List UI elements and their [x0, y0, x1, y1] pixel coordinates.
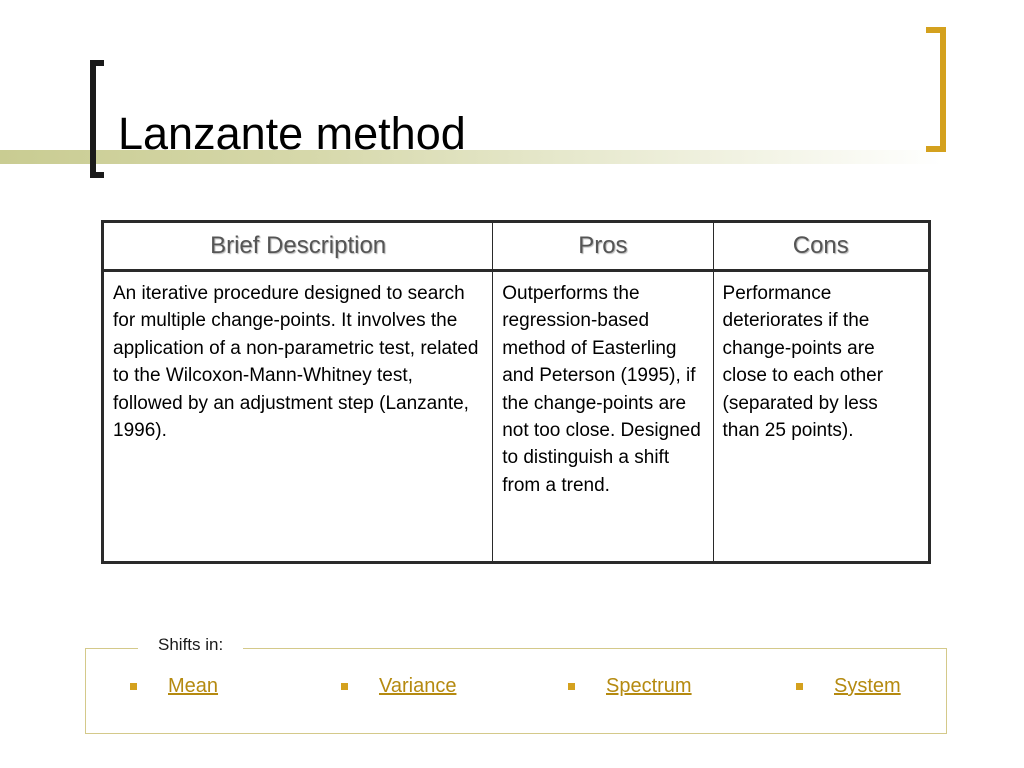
header-brief-description: Brief Description — [103, 222, 493, 271]
method-table — [101, 220, 931, 564]
square-bullet-icon — [341, 683, 348, 690]
square-bullet-icon — [568, 683, 575, 690]
variance-link[interactable]: Variance — [379, 675, 457, 697]
cell-pros: Outperforms the regression-based method of Easterling and Peterson (1995), if the change-points are not too close. Designed to distinguish a shift from a trend. — [493, 271, 713, 563]
mean-link[interactable]: Mean — [168, 675, 219, 697]
table-header-row — [103, 222, 930, 271]
cell-cons: Performance deteriorates if the change-points are close to each other (separated by less than 25 points). — [713, 271, 929, 563]
system-link[interactable]: System — [834, 675, 901, 697]
cell-description: An iterative procedure designed to search for multiple change-points. It involves the application of a non-parametric test, related to the Wilcoxon-Mann-Whitney test, followed by an adjustment step (Lanzante, 1996). — [103, 271, 493, 563]
table-row — [103, 271, 930, 563]
shifts-label: Shifts in: — [138, 634, 243, 656]
header-cons: Cons — [713, 222, 929, 271]
right-bracket-decoration — [926, 27, 946, 152]
square-bullet-icon — [130, 683, 137, 690]
header-pros: Pros — [493, 222, 713, 271]
spectrum-link[interactable]: Spectrum — [606, 675, 692, 697]
slide-title: Lanzante method — [118, 108, 466, 159]
left-bracket-decoration — [90, 60, 104, 178]
square-bullet-icon — [796, 683, 803, 690]
